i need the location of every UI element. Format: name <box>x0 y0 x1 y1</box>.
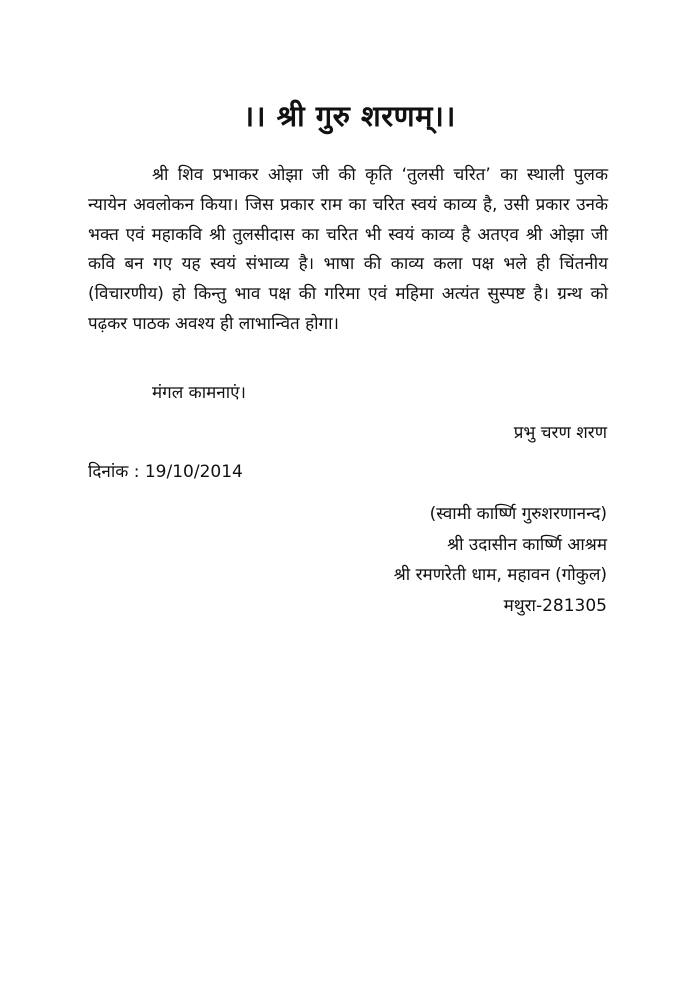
body-paragraph: श्री शिव प्रभाकर ओझा जी की कृति ‘तुलसी चरित’ का स्थाली पुलक न्यायेन अवलोकन किया। जिस प्रकार राम का चरित स्वयं काव्य है, उसी प्रकार उनके भक्त एवं महाकवि श्री तुलसीदास का चरित भी स्वयं काव्य है अतएव श्री ओझा जी कवि बन गए यह स्वयं संभाव्य है। भाषा की काव्य कला पक्ष भले ही चिंतनीय (विचारणीय) हो किन्तु भाव पक्ष की गरिमा एवं महिमा अत्यंत सुस्पष्ट है। ग्रन्थ को पढ़कर पाठक अवश्य ही लाभान्वित होगा। <box>88 165 608 334</box>
signature-block <box>394 499 607 621</box>
signature-ashram: श्री उदासीन कार्ष्णि आश्रम <box>447 534 607 555</box>
signature-name: (स्वामी कार्ष्णि गुरुशरणानन्द) <box>429 504 607 524</box>
signature-city: मथुरा-281305 <box>503 595 607 616</box>
page-title: ।। श्री गुरु शरणम्।। <box>243 99 456 133</box>
wishes-line: मंगल कामनाएं। <box>152 383 246 403</box>
signature-place: श्री रमणरेती धाम, महावन (गोकुल) <box>393 565 607 585</box>
sender-line: प्रभु चरण शरण <box>513 423 607 443</box>
date-line: दिनांक : 19/10/2014 <box>88 462 243 482</box>
